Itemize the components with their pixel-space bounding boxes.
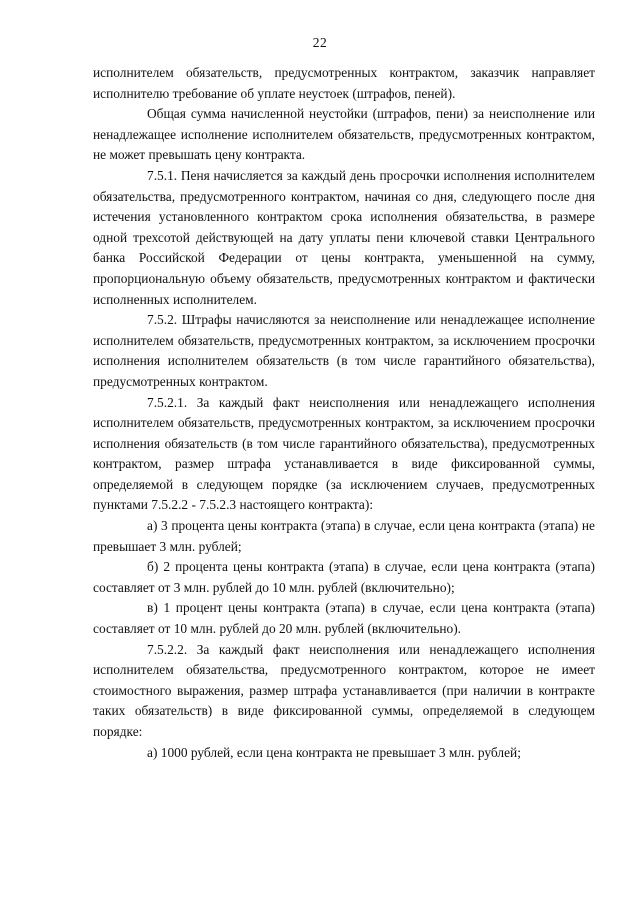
document-body [93, 63, 595, 763]
paragraph-total-penalty: Общая сумма начисленной неустойки (штрафов, пени) за неисполнение или ненадлежащее исполнение исполнителем обязательств, предусмотренных контрактом, не может превышать цену контракта. [93, 106, 595, 163]
paragraph-7-5-2-1: 7.5.2.1. За каждый факт неисполнения или ненадлежащего исполнения исполнителем обязательств, предусмотренных контрактом, за исключением просрочки исполнения обязательств (в том числе гарантийного обязательства), предусмотренных контрактом, размер штрафа устанавливается в виде фиксированной суммы, определяемой в следующем порядке (за исключением случаев, предусмотренных пунктами 7.5.2.2 - 7.5.2.3 настоящего контракта): [93, 394, 595, 513]
paragraph-intro-continuation: исполнителем обязательств, предусмотренных контрактом, заказчик направляет исполнителю требование об уплате неустоек (штрафов, пеней). [93, 65, 595, 101]
list-item-b: б) 2 процента цены контракта (этапа) в случае, если цена контракта (этапа) составляет от 3 млн. рублей до 10 млн. рублей (включительно); [93, 559, 595, 595]
list-item-a: а) 3 процента цены контракта (этапа) в случае, если цена контракта (этапа) не превышает 3 млн. рублей; [93, 518, 595, 554]
page-number: 22 [312, 35, 328, 50]
paragraph-7-5-1: 7.5.1. Пеня начисляется за каждый день просрочки исполнения исполнителем обязательства, предусмотренного контрактом, начиная со дня, следующего после дня истечения установленного контрактом срока исполнения обязательства, в размере одной трехсотой действующей на дату уплаты пени ключевой ставки Центрального банка Российской Федерации от цены контракта, уменьшенной на сумму, пропорциональную объему обязательств, предусмотренных контрактом и фактически исполненных исполнителем. [93, 167, 595, 307]
paragraph-7-5-2: 7.5.2. Штрафы начисляются за неисполнение или ненадлежащее исполнение исполнителем обязательств, предусмотренных контрактом, за исключением просрочки исполнения исполнителем обязательств (в том числе гарантийного обязательства), предусмотренных контрактом. [93, 312, 595, 389]
list-item-a-second: а) 1000 рублей, если цена контракта не превышает 3 млн. рублей; [147, 744, 521, 760]
paragraph-7-5-2-2: 7.5.2.2. За каждый факт неисполнения или ненадлежащего исполнения исполнителем обязательства, предусмотренного контрактом, которое не имеет стоимостного выражения, размер штрафа устанавливается (при наличии в контракте таких обязательств) в виде фиксированной суммы, определяемой в следующем порядке: [93, 641, 595, 739]
list-item-v: в) 1 процент цены контракта (этапа) в случае, если цена контракта (этапа) составляет от 10 млн. рублей до 20 млн. рублей (включительно). [93, 600, 595, 637]
